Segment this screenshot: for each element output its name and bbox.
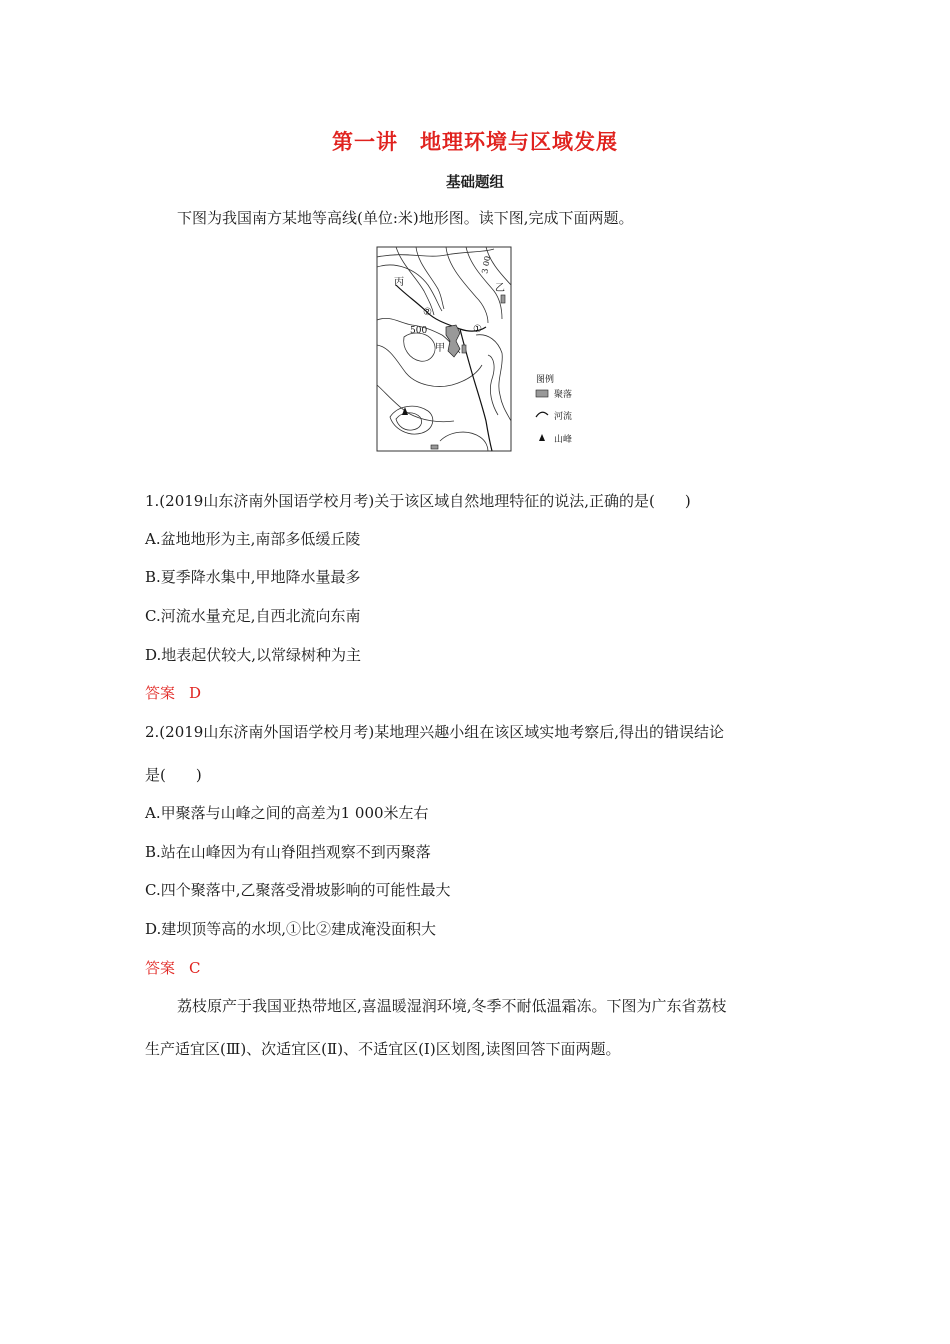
- question-2-option-c: C.四个聚落中,乙聚落受滑坡影响的可能性最大: [145, 881, 451, 899]
- page-title: 第一讲 地理环境与区域发展: [332, 130, 618, 154]
- question-1-option-b: B.夏季降水集中,甲地降水量最多: [145, 568, 361, 586]
- contour-line: [377, 265, 442, 311]
- label-yi: 乙: [495, 283, 505, 294]
- legend-river-label: 河流: [554, 412, 573, 422]
- contour-line: [476, 335, 511, 421]
- contour-line: [440, 432, 488, 451]
- label-500: 500: [410, 326, 428, 336]
- intro-paragraph: 下图为我国南方某地等高线(单位:米)地形图。读下图,完成下面两题。: [177, 209, 634, 227]
- contour-line: [488, 355, 498, 415]
- question-1-answer: [145, 682, 201, 703]
- question-1-option-a: A.盆地地形为主,南部多低缓丘陵: [145, 530, 361, 548]
- legend-peak-label: 山峰: [554, 435, 573, 445]
- question-2-stem-line1: 2.(2019山东济南外国语学校月考)某地理兴趣小组在该区域实地考察后,得出的错误结论: [145, 723, 724, 741]
- label-300: 3 00: [480, 255, 493, 275]
- question-2-option-d: D.建坝顶等高的水坝,①比②建成淹没面积大: [145, 920, 437, 938]
- answer-value: C: [189, 959, 201, 977]
- river-line: [396, 285, 492, 451]
- question-2-option-b: B.站在山峰因为有山脊阻挡观察不到丙聚落: [145, 843, 431, 861]
- contour-line: [404, 333, 435, 361]
- legend-river-swatch: [536, 412, 548, 417]
- answer-value: D: [189, 684, 202, 702]
- answer-label: 答案: [145, 684, 176, 702]
- question-1-stem: 1.(2019山东济南外国语学校月考)关于该区域自然地理特征的说法,正确的是( ): [145, 492, 691, 510]
- settlement-jia: [446, 325, 460, 357]
- label-jia: 甲: [435, 343, 445, 354]
- paragraph-2-line2: 生产适宜区(Ⅲ)、次适宜区(Ⅱ)、不适宜区(Ⅰ)区划图,读图回答下面两题。: [145, 1040, 621, 1058]
- section-subtitle: 基础题组: [446, 175, 504, 191]
- question-2-answer: [145, 957, 201, 978]
- settlement-yi: [501, 295, 505, 303]
- question-2-option-a: A.甲聚落与山峰之间的高差为1 000米左右: [145, 804, 429, 822]
- contour-map: [376, 245, 602, 455]
- contour-line: [446, 247, 488, 323]
- legend-title: 图例: [536, 375, 555, 385]
- mark-1: ①: [473, 324, 482, 335]
- paragraph-2-line1: 荔枝原产于我国亚热带地区,喜温暖湿润环境,冬季不耐低温霜冻。下图为广东省荔枝: [177, 997, 727, 1015]
- contour-line: [377, 385, 454, 422]
- settlement-south: [431, 445, 438, 449]
- settlement-small: [462, 345, 466, 353]
- label-bing: 丙: [394, 277, 404, 288]
- question-1-option-c: C.河流水量充足,自西北流向东南: [145, 607, 361, 625]
- legend-settlement-swatch: [536, 390, 548, 397]
- answer-label: 答案: [145, 959, 176, 977]
- mark-2: ②: [423, 307, 432, 318]
- peak-icon: [402, 407, 408, 415]
- legend-peak-icon: [539, 434, 545, 441]
- contour-line: [396, 413, 422, 430]
- question-1-option-d: D.地表起伏较大,以常绿树种为主: [145, 646, 362, 664]
- question-2-stem-line2: 是( ): [145, 766, 202, 784]
- contour-line: [377, 249, 494, 257]
- legend-settlement-label: 聚落: [554, 390, 573, 400]
